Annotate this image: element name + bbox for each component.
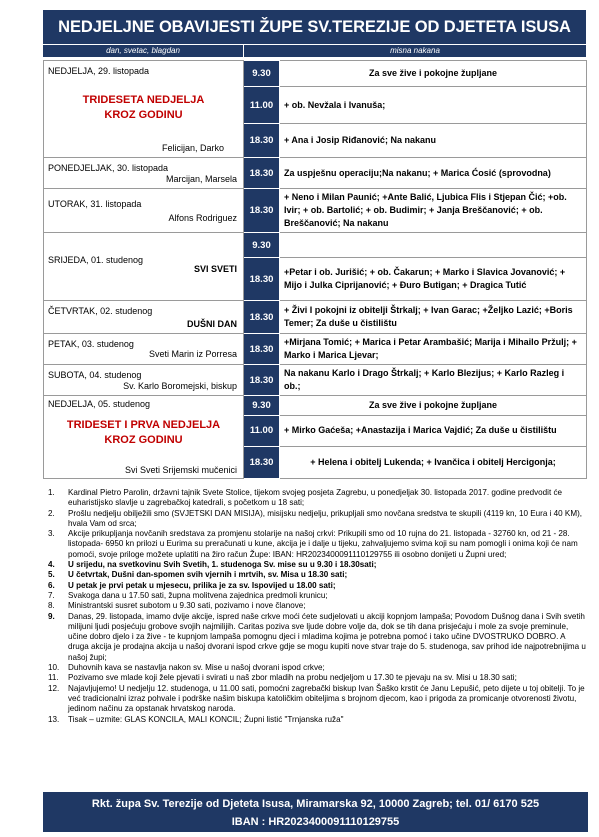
- mass-intention: +Mirjana Tomić; + Marica i Petar Arambašić; Marija i Mihailo Pržulj; + Marko i Marica Ljevar;: [280, 334, 587, 365]
- mass-time: 18.30: [244, 189, 280, 233]
- table-row: [44, 189, 587, 233]
- saint-name: Alfons Rodriguez: [168, 213, 237, 223]
- mass-intention: [280, 233, 587, 258]
- saint-name: Sv. Karlo Boromejski, biskup: [123, 381, 237, 391]
- item-number: 9.: [48, 611, 55, 621]
- item-text: Pozivamo sve mlade koji žele pjevati i svirati u naš zbor mladih na probu nedjeljom u 17.30 te pjevaju na sv. Misi u 18.30 sati;: [68, 673, 517, 683]
- mass-time: 18.30: [244, 446, 280, 478]
- list-item: [43, 488, 588, 509]
- list-item: [43, 581, 588, 591]
- table-row: [44, 158, 587, 189]
- list-item: [43, 663, 588, 673]
- day-cell: [44, 61, 244, 158]
- mass-time: 18.30: [244, 158, 280, 189]
- saint-name: DUŠNI DAN: [186, 319, 237, 329]
- mass-intention: + Ana i Josip Riđanović; Na nakanu: [280, 124, 587, 158]
- item-text: Prošlu nedjelju obilježili smo (SVJETSKI DAN MISIJA), misijsku nedjelju, prikupljali smo novčana sredstva te skupili (4119 kn, 10 Eura i 40 KM), hvala Vam od srca;: [68, 508, 583, 528]
- mass-intention: + Neno i Milan Paunić; +Ante Balić, Ljubica Flis i Stjepan Čić; +ob. Ivir; + ob. Bartolić; + ob. Budimir; + Janja Breščanović; + ob. Breščanović; Na nakanu: [280, 189, 587, 233]
- day-cell: [44, 189, 244, 233]
- saint-name: Marcijan, Marsela: [165, 174, 237, 184]
- item-number: 4.: [48, 560, 55, 570]
- mass-intention: Na nakanu Karlo i Drago Štrkalj; + Karlo Blezijus; + Karlo Razleg i ob.;: [280, 365, 587, 396]
- mass-intention: + Helena i obitelj Lukenda; + Ivančica i obitelj Hercigonja;: [280, 446, 587, 478]
- mass-intention: + Mirko Gaćeša; +Anastazija i Marica Vajdić; Za duše u čistilištu: [280, 416, 587, 446]
- item-text: U srijedu, na svetkovinu Svih Svetih, 1. studenoga Sv. mise su u 9.30 i 18.30sati;: [68, 560, 377, 570]
- item-text: Akcije prikupljanja novčanih sredstava za promjenu stolarije na našoj crkvi: Prikupili smo od 10 rujna do 21. listopada - 32760 kn, od 21 - 28. listopada- 6950 kn prilozi u Eurima su preračunati u kune, akcija je i dalje u tijeku, zahvaljujemo svima koji su nam pomogli i onima koji će nam pomoći, svoje priloge možete uplatiti na žiro račun Župe: IBAN: HR2023400091110129755 ili osobno donijeti u Župni ured;: [68, 529, 578, 559]
- item-number: 12.: [48, 683, 60, 693]
- table-row: [44, 301, 587, 334]
- item-text: Svakoga dana u 17.50 sati, župna molitvena zajednica predmoli krunicu;: [68, 590, 328, 600]
- column-header-day: dan, svetac, blagdan: [43, 45, 243, 57]
- item-number: 10.: [48, 663, 60, 673]
- mass-time: 11.00: [244, 87, 280, 124]
- parish-footer: [43, 792, 588, 832]
- day-name: SRIJEDA, 01. studenog: [48, 255, 144, 265]
- mass-time: 9.30: [244, 233, 280, 258]
- list-item: [43, 684, 588, 715]
- day-name: NEDJELJA, 05. studenog: [48, 399, 151, 409]
- list-item: [43, 509, 588, 530]
- mass-intention: +Petar i ob. Jurišić; + ob. Čakarun; + Marko i Slavica Jovanović; + Mijo i Julka Ciprijanović; + Đuro Butigan; + Dragica Tutić: [280, 258, 587, 301]
- item-text: Najavljujemo! U nedjelju 12. studenoga, u 11.00 sati, pomoćni zagrebački biskup Ivan Šaško krstit će Janu Lepušić, peto dijete u toj obitelji. To je već tradicionalni izraz pohvale i podrške našim biskupa katoličkim obiteljima s brojnom djecom, kao i prigoda za promicanje otvorenosti životu, jedinom načinu za opstanak hrvatskog naroda.: [68, 683, 585, 714]
- list-item: [43, 591, 588, 601]
- day-cell: [44, 301, 244, 334]
- item-number: 11.: [48, 673, 59, 683]
- mass-time: 9.30: [244, 396, 280, 416]
- mass-intention: Za sve žive i pokojne župljane: [280, 396, 587, 416]
- list-item: [43, 715, 588, 725]
- item-text: U petak je prvi petak u mjesecu, prilika je za sv. Ispovijed u 18.00 sati;: [68, 580, 336, 590]
- item-text: Kardinal Pietro Parolin, državni tajnik Svete Stolice, tijekom svojeg posjeta Zagrebu, u ponedjeljak 30. listopada 2017. godine predvodit će euharistijsko slavlje u zagrebačkoj katedrali, s početkom u 18 sati;: [68, 488, 563, 508]
- list-item: [43, 612, 588, 663]
- mass-intention: + Živi I pokojni iz obitelji Štrkalj; + Ivan Garac; +Željko Lazić; +Boris Temer; Za duše u čistilištu: [280, 301, 587, 334]
- day-cell: [44, 233, 244, 301]
- list-item: [43, 570, 588, 580]
- item-number: 6.: [48, 580, 55, 590]
- day-name: UTORAK, 31. listopada: [48, 199, 142, 209]
- table-row: [44, 334, 587, 365]
- saint-name: Sveti Marin iz Porresa: [148, 349, 237, 359]
- day-name: SUBOTA, 04. studenog: [48, 370, 142, 380]
- mass-time: 9.30: [244, 61, 280, 87]
- page-title: NEDJELJNE OBAVIJESTI ŽUPE SV.TEREZIJE OD DJETETA ISUSA: [43, 10, 586, 44]
- item-text: U četvrtak, Dušni dan-spomen svih vjernih i mrtvih, sv. Misa u 18.30 sati;: [68, 570, 348, 580]
- item-number: 5.: [48, 570, 55, 580]
- mass-time: 18.30: [244, 334, 280, 365]
- item-number: 13.: [48, 714, 60, 724]
- day-cell: [44, 334, 244, 365]
- mass-time: 18.30: [244, 301, 280, 334]
- mass-time: 18.30: [244, 365, 280, 396]
- table-row: [44, 365, 587, 396]
- day-name: NEDJELJA, 29. listopada: [48, 66, 150, 76]
- item-number: 3.: [48, 529, 55, 539]
- item-text: Danas, 29. listopada, imamo dvije akcije, ispred naše crkve moći ćete sudjelovati u akciji kopnjom lampaša; Povodom Dušnog dana i Svih svetih milijuni ljudi posjećuju grobove svojih najmilijih. Caritas poziva sve ljude dobre volje da, dok se tih dana prisjećaju i mole za svoje preminule, učine dobro djelo i za žive - te kupnjom lampaša pomognu djeci i mladima kojima je potrebna pomoć i tako učine DVOSTRUKO DOBRO. A druga akcija je prodajna akcija u našoj dvorani ispod crkve gdje se mogu kupiti nove stvar traje do 5. studenoga, sav prihod ide najpotrebnijima u našoj župi;: [68, 611, 586, 662]
- list-item: [43, 673, 588, 683]
- saint-name: Felicijan, Darko: [162, 143, 225, 153]
- item-text: Duhovnih kava se nastavlja nakon sv. Mise u našoj dvorani ispod crkve;: [68, 663, 325, 673]
- list-item: [43, 529, 588, 560]
- feast-title: TRIDESET I PRVA NEDJELJA KROZ GODINU: [66, 419, 221, 446]
- item-text: Ministrantski susret subotom u 9.30 sati, pozivamo i nove članove;: [68, 601, 306, 611]
- mass-time: 18.30: [244, 124, 280, 158]
- table-row: [44, 233, 587, 258]
- saint-name: SVI SVETI: [193, 264, 237, 274]
- item-text: Tisak – uzmite: GLAS KONCILA, MALI KONCIL; Župni listić "Trnjanska ruža": [68, 714, 344, 724]
- mass-intention: Za uspješnu operaciju;Na nakanu; + Marica Ćosić (sprovodna): [280, 158, 587, 189]
- item-number: 1.: [48, 488, 55, 497]
- day-cell: [44, 396, 244, 479]
- table-row: [44, 61, 587, 87]
- day-name: PETAK, 03. studenog: [48, 339, 134, 349]
- saint-name: Svi Sveti Srijemski mučenici: [124, 465, 237, 475]
- day-cell: [44, 158, 244, 189]
- day-name: ČETVRTAK, 02. studenog: [48, 306, 153, 316]
- list-item: [43, 601, 588, 611]
- list-item: [43, 560, 588, 570]
- feast-title: TRIDESETA NEDJELJA KROZ GODINU: [82, 94, 205, 121]
- mass-schedule-table: [43, 60, 587, 479]
- announcements-list: [43, 488, 588, 725]
- day-name: PONEDJELJAK, 30. listopada: [48, 163, 169, 173]
- footer-address: Rkt. župa Sv. Terezije od Djeteta Isusa, Miramarska 92, 10000 Zagreb; tel. 01/ 6170 525: [91, 798, 540, 810]
- item-number: 7.: [48, 590, 55, 600]
- item-number: 8.: [48, 601, 55, 611]
- table-row: [44, 396, 587, 416]
- day-cell: [44, 365, 244, 396]
- mass-intention: + ob. Nevžala i Ivanuša;: [280, 87, 587, 124]
- footer-iban: IBAN : HR2023400091110129755: [231, 816, 400, 828]
- item-number: 2.: [48, 508, 55, 518]
- mass-intention: Za sve žive i pokojne župljane: [280, 61, 587, 87]
- mass-time: 18.30: [244, 258, 280, 301]
- mass-time: 11.00: [244, 416, 280, 446]
- column-header-intention: misna nakana: [244, 45, 586, 57]
